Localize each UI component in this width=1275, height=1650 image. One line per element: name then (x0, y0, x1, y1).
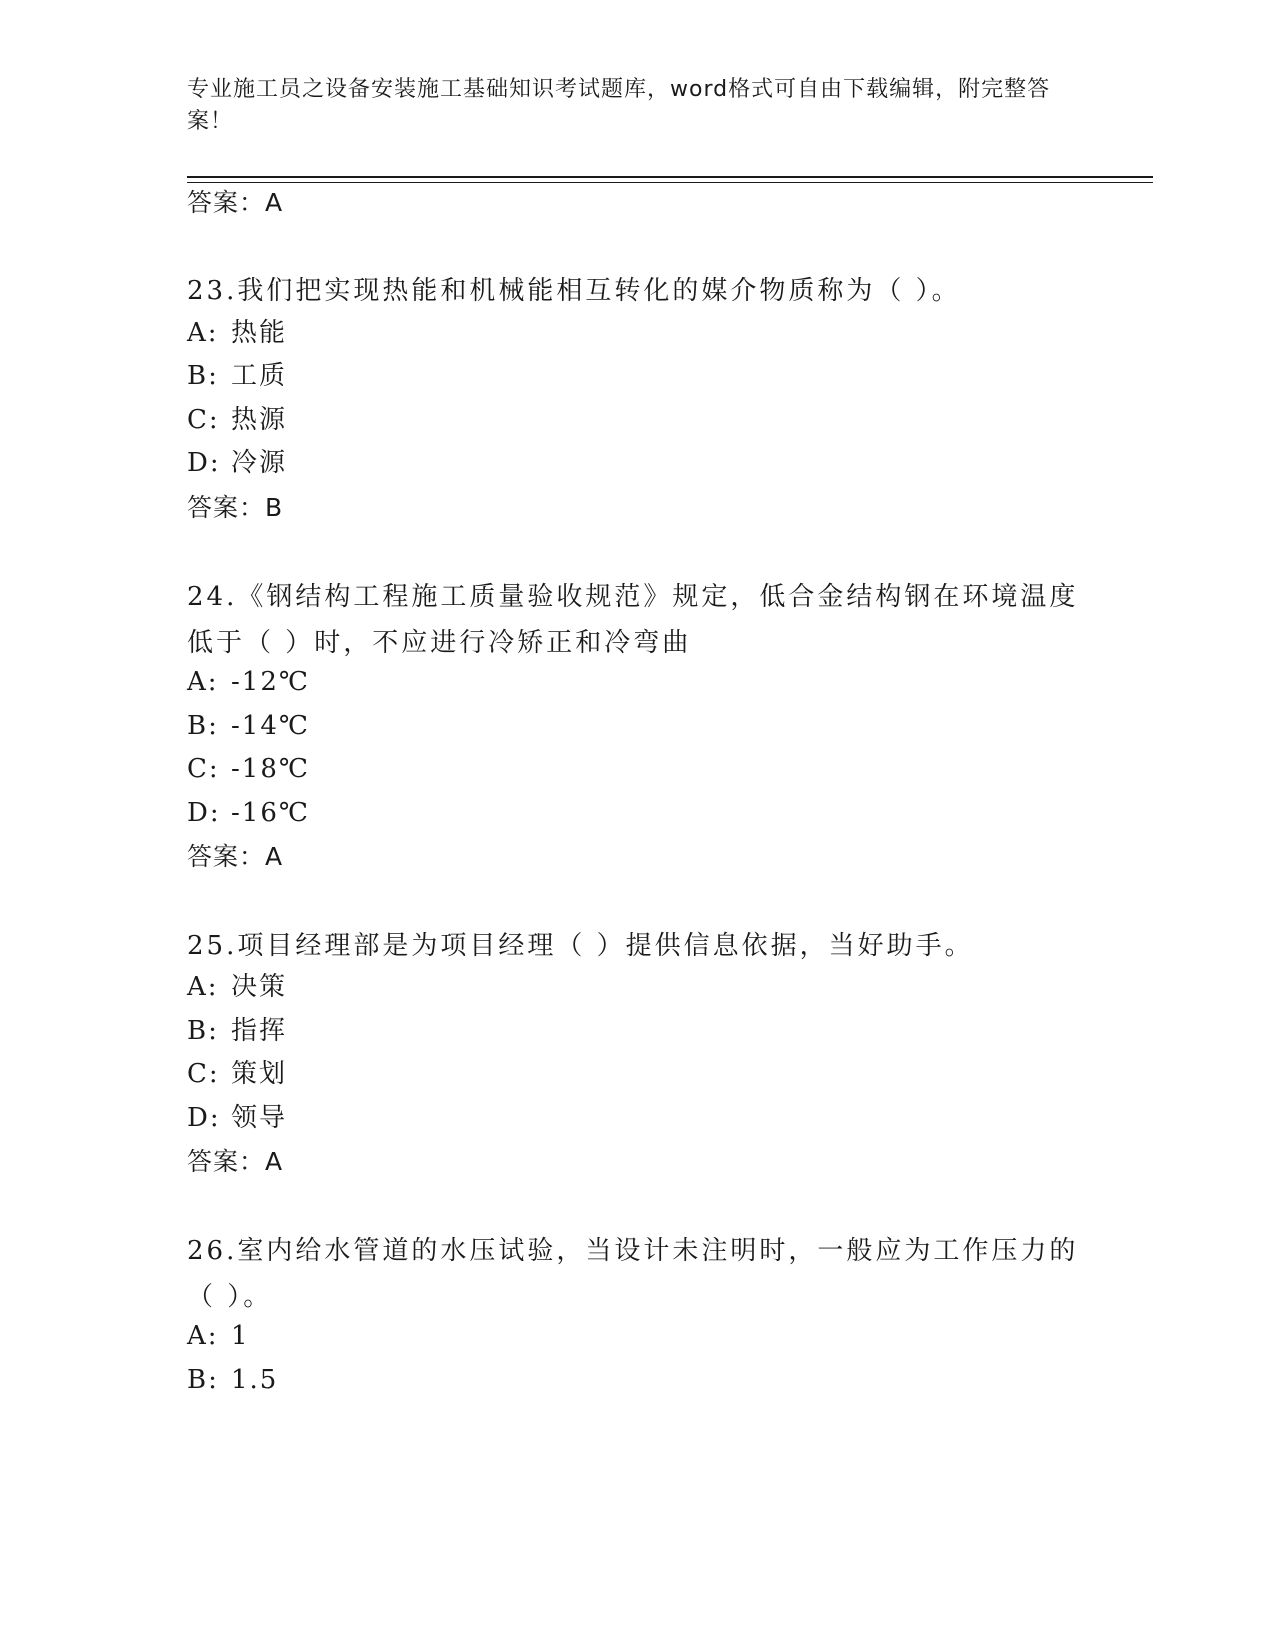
option-key: D: (187, 798, 221, 828)
option-key: D: (187, 1103, 221, 1133)
option-text: 1 (231, 1321, 250, 1351)
option-25-d (187, 1102, 287, 1134)
option-text: 冷源 (231, 448, 288, 478)
option-24-d (187, 797, 310, 829)
option-key: C: (187, 1059, 220, 1089)
option-24-a (187, 666, 310, 698)
answer-prev: 答案：A (187, 188, 284, 217)
option-text: -16℃ (231, 798, 310, 828)
option-23-a (187, 317, 287, 349)
option-23-d (187, 447, 287, 479)
header-divider-thick (187, 176, 1153, 178)
option-key: A: (187, 1321, 219, 1351)
option-25-b (187, 1015, 287, 1047)
option-key: D: (187, 448, 221, 478)
option-25-a (187, 971, 287, 1003)
question-23: 23.我们把实现热能和机械能相互转化的媒介物质称为（ ）。 (187, 276, 961, 306)
option-key: B: (187, 711, 219, 741)
option-key: B: (187, 361, 219, 391)
option-23-b (187, 360, 287, 392)
option-key: B: (187, 1365, 219, 1395)
option-key: A: (187, 667, 219, 697)
option-text: 热能 (231, 318, 288, 348)
answer-24: 答案：A (187, 842, 284, 871)
question-25: 25.项目经理部是为项目经理（ ）提供信息依据，当好助手。 (187, 931, 974, 961)
option-24-c (187, 753, 310, 785)
option-key: C: (187, 754, 220, 784)
document-header: 专业施工员之设备安装施工基础知识考试题库，word格式可自由下载编辑，附完整答案！ (187, 77, 1051, 134)
option-key: A: (187, 318, 219, 348)
option-text: 1.5 (231, 1365, 279, 1395)
option-text: 领导 (231, 1103, 288, 1133)
option-text: -14℃ (231, 711, 310, 741)
question-26: 26.室内给水管道的水压试验，当设计未注明时，一般应为工作压力的（ ）。 (187, 1236, 1079, 1312)
header-divider-thin (187, 182, 1153, 183)
option-text: 决策 (231, 972, 288, 1002)
option-23-c (187, 404, 287, 436)
option-25-c (187, 1058, 287, 1090)
answer-25: 答案：A (187, 1147, 284, 1176)
option-text: 策划 (231, 1059, 288, 1089)
answer-23: 答案：B (187, 493, 284, 522)
option-24-b (187, 710, 310, 742)
option-text: -12℃ (231, 667, 310, 697)
option-key: C: (187, 405, 220, 435)
option-key: B: (187, 1016, 219, 1046)
option-26-b (187, 1364, 278, 1396)
option-26-a (187, 1320, 250, 1352)
option-text: 热源 (231, 405, 288, 435)
option-text: 指挥 (231, 1016, 288, 1046)
option-text: 工质 (231, 361, 288, 391)
option-key: A: (187, 972, 219, 1002)
question-24: 24.《钢结构工程施工质量验收规范》规定，低合金结构钢在环境温度低于（ ）时，不应进行冷矫正和冷弯曲 (187, 582, 1079, 658)
option-text: -18℃ (231, 754, 310, 784)
